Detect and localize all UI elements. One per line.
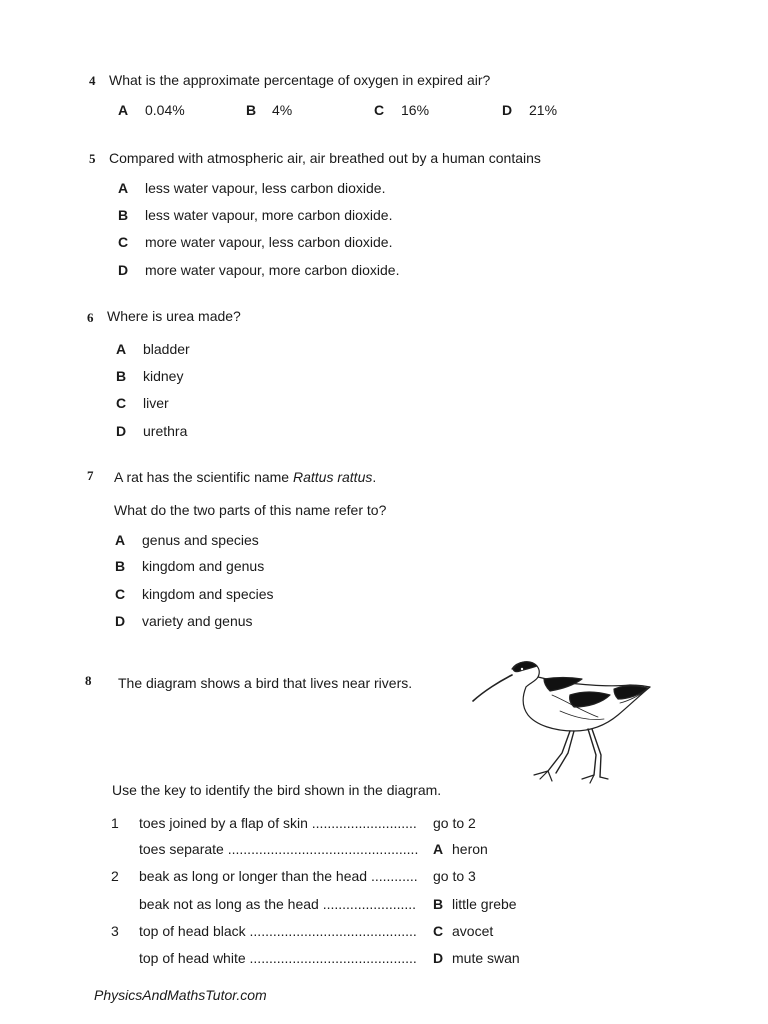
option-letter: B [115, 558, 126, 574]
option-text: genus and species [142, 532, 259, 548]
avocet-bird-drawing [470, 655, 655, 785]
option-text: urethra [143, 423, 188, 439]
question-number: 5 [89, 151, 96, 166]
question-text: The diagram shows a bird that lives near rivers. [118, 675, 413, 691]
key-leader-dots: ........................................... [249, 950, 417, 966]
option-text: kingdom and genus [142, 558, 265, 574]
question-number: 6 [87, 310, 94, 325]
question-text: What is the approximate percentage of oxygen in expired air? [109, 72, 491, 88]
option-text: more water vapour, more carbon dioxide. [145, 262, 400, 278]
key-answer-letter: C [433, 923, 444, 939]
option-text: kingdom and species [142, 586, 274, 602]
key-result: heron [452, 841, 488, 857]
key-result: go to 2 [433, 815, 476, 831]
key-step-number: 2 [111, 868, 119, 884]
option-letter: A [115, 532, 126, 548]
option-text: bladder [143, 341, 190, 357]
question-number: 4 [89, 73, 96, 88]
key-leader-dots: ........................... [311, 815, 417, 831]
option-letter: C [118, 234, 129, 250]
option-letter: C [374, 102, 385, 118]
key-result: little grebe [452, 896, 517, 912]
key-step-number: 3 [111, 923, 119, 939]
scientific-name: Rattus rattus [292, 469, 373, 485]
key-description: toes joined by a flap of skin ........................... [139, 815, 417, 831]
option-letter: A [118, 180, 129, 196]
option-text: less water vapour, less carbon dioxide. [145, 180, 386, 196]
option-letter: C [116, 395, 127, 411]
key-step-number: 1 [111, 815, 119, 831]
option-letter: D [115, 613, 126, 629]
question-number: 7 [87, 468, 94, 483]
key-leader-dots: ............ [370, 868, 418, 884]
option-text: less water vapour, more carbon dioxide. [145, 207, 393, 223]
option-text: liver [143, 395, 169, 411]
key-answer-letter: A [433, 841, 444, 857]
footer-website: PhysicsAndMathsTutor.com [94, 987, 267, 1003]
question-subtext: Use the key to identify the bird shown in the diagram. [112, 782, 442, 798]
option-text: kidney [143, 368, 184, 384]
option-letter: D [502, 102, 513, 118]
option-text: 21% [529, 102, 558, 118]
key-result: mute swan [452, 950, 520, 966]
key-description: beak not as long as the head ........................ [139, 896, 417, 912]
option-letter: A [116, 341, 127, 357]
option-letter: B [246, 102, 257, 118]
key-description: toes separate ................................................. [139, 841, 419, 857]
question-text: A rat has the scientific name Rattus rattus. [114, 469, 377, 485]
question-text: Compared with atmospheric air, air breathed out by a human contains [109, 150, 541, 166]
option-letter: D [116, 423, 127, 439]
question-number: 8 [85, 673, 92, 688]
option-text: 16% [401, 102, 430, 118]
key-result: go to 3 [433, 868, 476, 884]
option-text: 0.04% [145, 102, 185, 118]
option-letter: B [116, 368, 127, 384]
option-letter: B [118, 207, 129, 223]
key-leader-dots: ........................ [322, 896, 417, 912]
key-description: top of head white ........................................... [139, 950, 417, 966]
question-subtext: What do the two parts of this name refer to? [114, 502, 387, 518]
key-answer-letter: B [433, 896, 444, 912]
option-letter: D [118, 262, 129, 278]
question-text: Where is urea made? [107, 308, 241, 324]
option-text: variety and genus [142, 613, 253, 629]
key-description: beak as long or longer than the head ............ [139, 868, 418, 884]
key-answer-letter: D [433, 950, 444, 966]
key-leader-dots: ........................................... [249, 923, 417, 939]
option-letter: A [118, 102, 129, 118]
key-leader-dots: ................................................. [227, 841, 419, 857]
option-letter: C [115, 586, 126, 602]
key-result: avocet [452, 923, 494, 939]
option-text: more water vapour, less carbon dioxide. [145, 234, 393, 250]
key-description: top of head black ........................................... [139, 923, 417, 939]
option-text: 4% [272, 102, 293, 118]
